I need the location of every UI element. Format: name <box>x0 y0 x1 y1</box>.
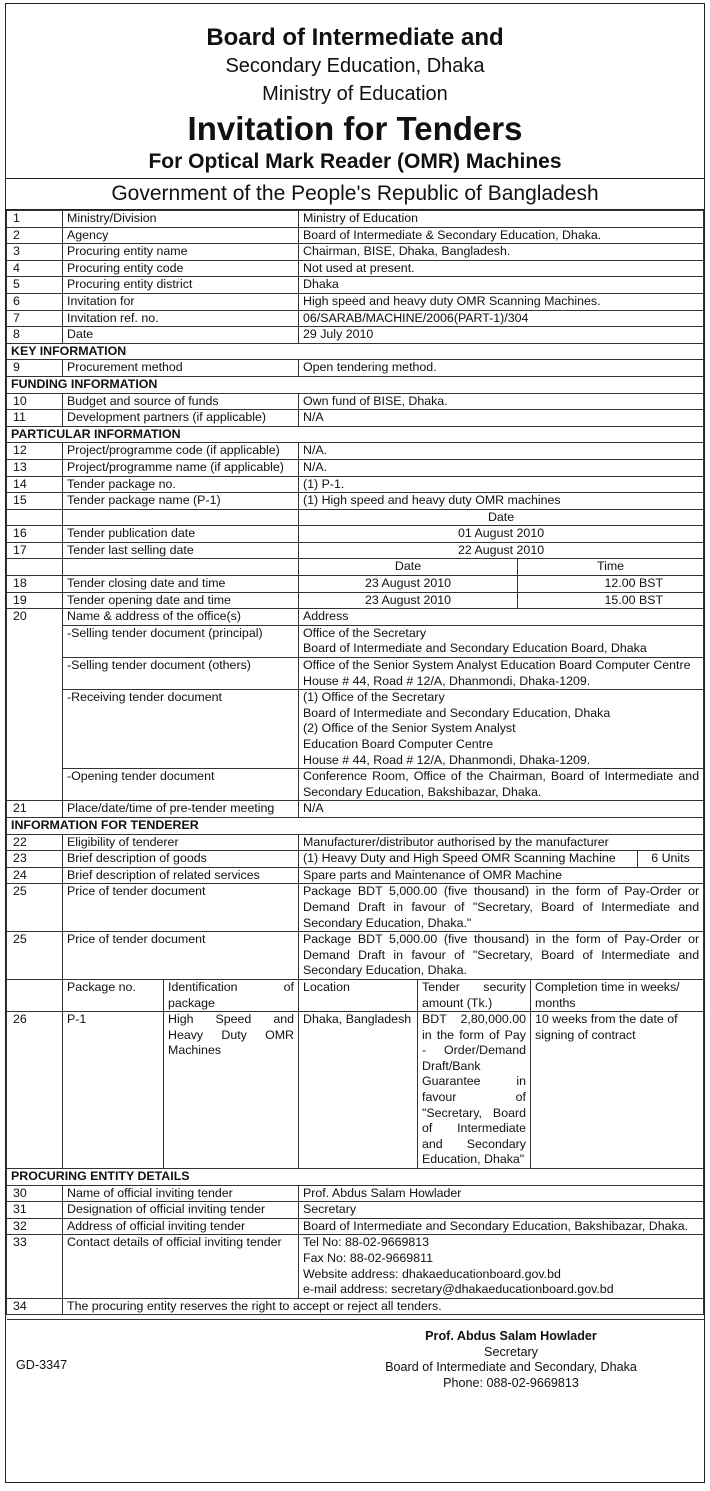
table-end <box>7 1315 704 1320</box>
package-no-header: Package no. <box>63 979 164 1011</box>
row-value: Board of Intermediate and Secondary Education, Bakshibazar, Dhaka. <box>299 1218 704 1235</box>
row-number: 3 <box>7 244 63 261</box>
basic-info-row <box>7 293 704 310</box>
opening-date-time-row <box>7 592 704 609</box>
row-value: N/A. <box>299 443 704 460</box>
row-number: 18 <box>7 576 63 593</box>
section-heading: FUNDING INFORMATION <box>7 376 704 393</box>
row-label: Tender publication date <box>63 526 299 543</box>
row-number: 1 <box>7 211 63 228</box>
row-number: 25 <box>7 932 63 980</box>
row-value: N/A. <box>299 459 704 476</box>
completion-header: Completion time in weeks/ months <box>531 979 704 1011</box>
notice-header <box>6 4 704 175</box>
row-number <box>7 559 63 576</box>
funding-row <box>7 393 704 410</box>
row-number: 7 <box>7 310 63 327</box>
package-identification: High Speed and Heavy Duty OMR Machines <box>164 1012 299 1169</box>
row-number: 2 <box>7 227 63 244</box>
date-header-row <box>7 509 704 526</box>
ministry-name: Ministry of Education <box>262 83 448 105</box>
row-label: Invitation ref. no. <box>63 310 299 327</box>
services-row <box>7 867 704 884</box>
time-column-header: Time <box>518 559 704 576</box>
office-label: -Selling tender document (others) <box>63 658 299 690</box>
row-label: Budget and source of funds <box>63 393 299 410</box>
eligibility-row <box>7 834 704 851</box>
closing-date: 23 August 2010 <box>299 576 518 593</box>
reserve-right-text: The procuring entity reserves the right to accept or reject all tenders. <box>63 1298 704 1315</box>
row-label: Tender closing date and time <box>63 576 299 593</box>
row-value: Secretary <box>299 1202 704 1219</box>
procuring-entity-row <box>7 1218 704 1235</box>
row-number: 6 <box>7 293 63 310</box>
goods-quantity: 6 Units <box>638 851 704 868</box>
package-row <box>7 1012 704 1169</box>
section-heading: KEY INFORMATION <box>7 343 704 360</box>
signatory <box>361 1329 661 1391</box>
office-address: Office of the Senior System Analyst Education Board Computer Centre House # 44, Road # 12/A, Dhanmondi, Dhaka-1209. <box>299 658 704 690</box>
spacer-row <box>7 1315 704 1320</box>
publication-date-row <box>7 526 704 543</box>
row-label: Contact details of official inviting tender <box>63 1235 299 1298</box>
row-number: 31 <box>7 1202 63 1219</box>
row-number: 14 <box>7 476 63 493</box>
notice-subtitle: For Optical Mark Reader (OMR) Machines <box>148 150 562 173</box>
price-row <box>7 932 704 980</box>
office-label: -Opening tender document <box>63 769 299 801</box>
basic-info-row <box>7 227 704 244</box>
row-number: 34 <box>7 1298 63 1315</box>
goods-row <box>7 851 704 868</box>
office-receiving-row <box>7 690 704 769</box>
row-label: Agency <box>63 227 299 244</box>
basic-info-row <box>7 260 704 277</box>
row-value: Package BDT 5,000.00 (five thousand) in the form of Pay-Order or Demand Draft in favour of "Secretary, Board of Intermediate and Secondary Education, Dhaka. <box>299 932 704 980</box>
row-number: 33 <box>7 1235 63 1298</box>
office-opening_doc-row <box>7 769 704 801</box>
package-no: P-1 <box>63 1012 164 1169</box>
row-label: Date <box>63 327 299 344</box>
basic-info-row <box>7 327 704 344</box>
row-value: N/A <box>299 801 704 818</box>
package-completion: 10 weeks from the date of signing of contract <box>531 1012 704 1169</box>
row-number: 19 <box>7 592 63 609</box>
date-column-header: Date <box>299 559 518 576</box>
row-value: (1) High speed and heavy duty OMR machines <box>299 493 704 510</box>
row-number: 26 <box>7 1012 63 1169</box>
row-number: 25 <box>7 884 63 932</box>
tenderer-information-heading <box>7 817 704 834</box>
row-value: Dhaka <box>299 277 704 294</box>
row-label <box>63 509 299 526</box>
row-label: Eligibility of tenderer <box>63 834 299 851</box>
row-label: Development partners (if applicable) <box>63 410 299 427</box>
date-time-header-row <box>7 559 704 576</box>
row-value: (1) P-1. <box>299 476 704 493</box>
row-number: 10 <box>7 393 63 410</box>
tender-table <box>6 210 704 1320</box>
row-number: 5 <box>7 277 63 294</box>
section-heading: INFORMATION FOR TENDERER <box>7 817 704 834</box>
reserve-right-row <box>7 1298 704 1315</box>
row-label: Procuring entity district <box>63 277 299 294</box>
row-value: Ministry of Education <box>299 211 704 228</box>
procuring-entity-row <box>7 1235 704 1298</box>
row-label: Project/programme code (if applicable) <box>63 443 299 460</box>
row-value: Tel No: 88-02-9669813 Fax No: 88-02-9669811 Website address: dhakaeducationboard.gov.bd e-mail address: secretary@dhakaeducationboard.gov.bd <box>299 1235 704 1298</box>
row-label: Tender last selling date <box>63 542 299 559</box>
row-label: Name & address of the office(s) <box>63 609 299 626</box>
row-number: 15 <box>7 493 63 510</box>
procurement-method-row <box>7 360 704 377</box>
row-number: 12 <box>7 443 63 460</box>
row-label: Price of tender document <box>63 884 299 932</box>
row-label: Invitation for <box>63 293 299 310</box>
row-value: Open tendering method. <box>299 360 704 377</box>
row-value: Prof. Abdus Salam Howlader <box>299 1185 704 1202</box>
office-label: -Selling tender document (principal) <box>63 625 299 657</box>
row-label: Procuring entity code <box>63 260 299 277</box>
key-information-heading <box>7 343 704 360</box>
closing-time: 12.00 BST <box>518 576 704 593</box>
office-address: (1) Office of the Secretary Board of Intermediate and Secondary Education, Dhaka (2) Office of the Senior System Analyst Education Board Computer Centre House # 44, Road # 12/A, Dhanmondi, Dhaka-1209. <box>299 690 704 769</box>
particular-row <box>7 459 704 476</box>
goods-description: (1) Heavy Duty and High Speed OMR Scanning Machine <box>299 851 638 868</box>
offices-row <box>7 609 704 626</box>
row-value: 29 July 2010 <box>299 327 704 344</box>
row-value: Not used at present. <box>299 260 704 277</box>
row-number: 16 <box>7 526 63 543</box>
particular-row <box>7 476 704 493</box>
row-label: Tender package no. <box>63 476 299 493</box>
row-label: Ministry/Division <box>63 211 299 228</box>
basic-info-row <box>7 277 704 294</box>
row-value: Package BDT 5,000.00 (five thousand) in the form of Pay-Order or Demand Draft in favour of "Secretary, Board of Intermediate and Secondary Education, Dhaka." <box>299 884 704 932</box>
row-label: Brief description of goods <box>63 851 299 868</box>
signatory-name: Prof. Abdus Salam Howlader <box>425 1329 597 1344</box>
package-location: Dhaka, Bangladesh <box>299 1012 418 1169</box>
opening-date: 23 August 2010 <box>299 592 518 609</box>
security-header: Tender security amount (Tk.) <box>418 979 531 1011</box>
office-label: -Receiving tender document <box>63 690 299 769</box>
procuring-entity-row <box>7 1202 704 1219</box>
basic-info-row <box>7 310 704 327</box>
identification-header: Identification of package <box>164 979 299 1011</box>
row-label: Price of tender document <box>63 932 299 980</box>
signatory-designation: Secretary <box>484 1344 538 1359</box>
row-number: 20 <box>7 609 63 801</box>
government-name: Government of the People's Republic of Bangladesh <box>6 178 704 210</box>
signatory-phone: Phone: 088-02-9669813 <box>443 1375 579 1390</box>
row-label: Place/date/time of pre-tender meeting <box>63 801 299 818</box>
board-name: Board of Intermediate and <box>206 24 504 51</box>
pre-tender-meeting-row <box>7 801 704 818</box>
row-number: 32 <box>7 1218 63 1235</box>
row-value: N/A <box>299 410 704 427</box>
opening-time: 15.00 BST <box>518 592 704 609</box>
row-number: 13 <box>7 459 63 476</box>
gd-code: GD-3347 <box>16 1358 68 1373</box>
row-number: 11 <box>7 410 63 427</box>
row-number: 22 <box>7 834 63 851</box>
signature-block <box>6 1320 704 1415</box>
row-number: 8 <box>7 327 63 344</box>
row-value: Manufacturer/distributor authorised by the manufacturer <box>299 834 704 851</box>
particular-row <box>7 443 704 460</box>
publication-date: 01 August 2010 <box>299 526 704 543</box>
last-selling-date-row <box>7 542 704 559</box>
package-security: BDT 2,80,000.00 in the form of Pay - Order/Demand Draft/Bank Guarantee in favour of "Secretary, Board of Intermediate and Secondary Education, Dhaka" <box>418 1012 531 1169</box>
office-selling_others-row <box>7 658 704 690</box>
signatory-organization: Board of Intermediate and Secondary, Dhaka <box>385 1360 637 1375</box>
row-label: Tender opening date and time <box>63 592 299 609</box>
row-value: Chairman, BISE, Dhaka, Bangladesh. <box>299 244 704 261</box>
office-address: Office of the Secretary Board of Intermediate and Secondary Education Board, Dhaka <box>299 625 704 657</box>
row-number: 30 <box>7 1185 63 1202</box>
last-selling-date: 22 August 2010 <box>299 542 704 559</box>
basic-info-row <box>7 211 704 228</box>
row-label: Address of official inviting tender <box>63 1218 299 1235</box>
notice-title: Invitation for Tenders <box>187 110 523 147</box>
row-label: Name of official inviting tender <box>63 1185 299 1202</box>
basic-info-row <box>7 244 704 261</box>
row-number: 24 <box>7 867 63 884</box>
section-heading: PROCURING ENTITY DETAILS <box>7 1169 704 1186</box>
particular-information-heading <box>7 426 704 443</box>
row-label <box>63 559 299 576</box>
row-value: High speed and heavy duty OMR Scanning Machines. <box>299 293 704 310</box>
row-label: Tender package name (P-1) <box>63 493 299 510</box>
row-label: Project/programme name (if applicable) <box>63 459 299 476</box>
row-value: Own fund of BISE, Dhaka. <box>299 393 704 410</box>
row-value: 06/SARAB/MACHINE/2006(PART-1)/304 <box>299 310 704 327</box>
funding-information-heading <box>7 376 704 393</box>
funding-row <box>7 410 704 427</box>
row-number: 23 <box>7 851 63 868</box>
row-value: Board of Intermediate & Secondary Education, Dhaka. <box>299 227 704 244</box>
particular-row <box>7 493 704 510</box>
row-number: 21 <box>7 801 63 818</box>
board-name-cont: Secondary Education, Dhaka <box>225 55 485 77</box>
row-number: 4 <box>7 260 63 277</box>
row-number: 17 <box>7 542 63 559</box>
row-value: Spare parts and Maintenance of OMR Machine <box>299 867 704 884</box>
office-address: Conference Room, Office of the Chairman, Board of Intermediate and Secondary Education, Bakshibazar, Dhaka. <box>299 769 704 801</box>
procuring-entity-heading <box>7 1169 704 1186</box>
closing-date-time-row <box>7 576 704 593</box>
tender-notice <box>5 3 705 1483</box>
location-header: Location <box>299 979 418 1011</box>
row-label: Designation of official inviting tender <box>63 1202 299 1219</box>
price-row <box>7 884 704 932</box>
row-label: Procurement method <box>63 360 299 377</box>
package-header-row <box>7 979 704 1011</box>
row-number: 9 <box>7 360 63 377</box>
office-selling_principal-row <box>7 625 704 657</box>
row-number <box>7 979 63 1011</box>
row-value: Address <box>299 609 704 626</box>
procuring-entity-row <box>7 1185 704 1202</box>
row-label: Procuring entity name <box>63 244 299 261</box>
row-label: Brief description of related services <box>63 867 299 884</box>
date-header: Date <box>299 509 704 526</box>
row-number <box>7 509 63 526</box>
section-heading: PARTICULAR INFORMATION <box>7 426 704 443</box>
